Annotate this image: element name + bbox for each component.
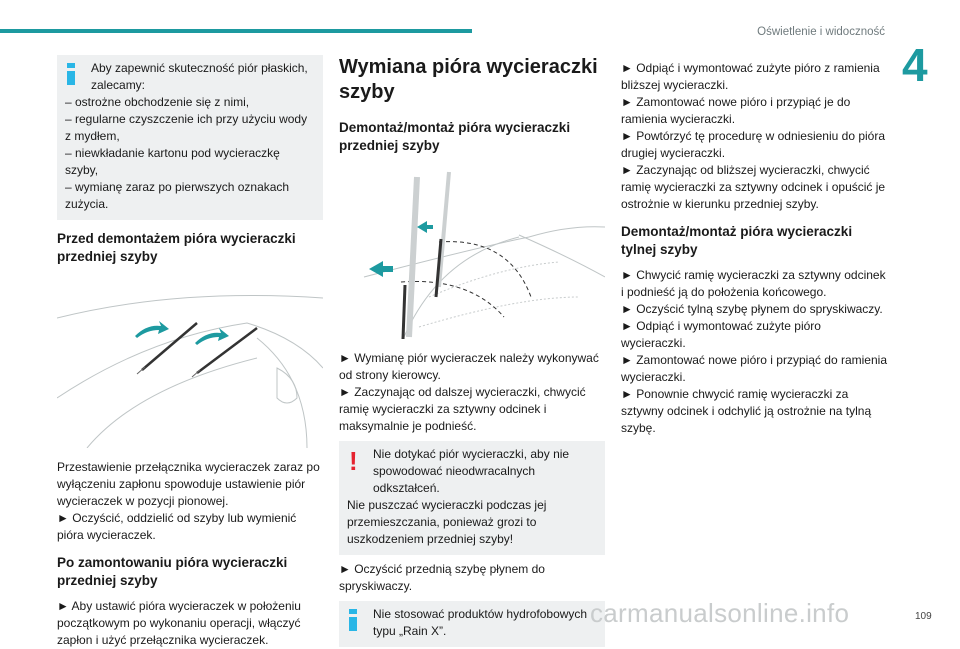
info-box xyxy=(57,55,323,220)
step: ► Zamontować nowe pióro i przypiąć je do ramienia wycieraczki. xyxy=(621,95,851,126)
warning-box xyxy=(339,441,605,555)
step: ► Odpiąć i wymontować zużyte pióro z ramienia bliższej wycieraczki. xyxy=(621,61,880,92)
section-title: Oświetlenie i widoczność xyxy=(757,26,885,38)
warning-icon: ! xyxy=(349,446,358,476)
step: ► Oczyścić, oddzielić od szyby lub wymienić pióra wycieraczek. xyxy=(57,511,297,542)
header-accent-bar xyxy=(0,29,472,33)
paragraph: Przestawienie przełącznika wycieraczek zaraz po wyłączeniu zapłonu spowoduje ustawienie piór wycieraczek w pozycji pionowej. xyxy=(57,460,320,508)
warning-text: Nie puszczać wycieraczki podczas jej przemieszczania, ponieważ grozi to uszkodzeniem przedniej szyby! xyxy=(347,498,547,546)
step: ► Wymianę piór wycieraczek należy wykonywać od strony kierowcy. xyxy=(339,351,599,382)
step: ► Oczyścić tylną szybę płynem do spryskiwaczy. xyxy=(621,302,883,316)
step: ► Chwycić ramię wycieraczki za sztywny odcinek i podnieść ją do położenia końcowego. xyxy=(621,268,886,299)
page-title: Wymiana pióra wycieraczki szyby xyxy=(339,56,598,103)
info-item: – niewkładanie kartonu pod wycieraczkę szyby, xyxy=(65,146,280,177)
heading-rear-wiper: Demontaż/montaż pióra wycieraczki tylnej szyby xyxy=(621,224,853,257)
info-box xyxy=(339,601,605,647)
step: ► Zaczynając od bliższej wycieraczki, chwycić ramię wycieraczki za sztywny odcinek i opuścić je ostrożnie w kierunku przedniej szyby. xyxy=(621,163,886,211)
info-text: Aby zapewnić skuteczność piór płaskich, zalecamy: xyxy=(91,61,308,92)
heading-front-wiper: Demontaż/montaż pióra wycieraczki przedniej szyby xyxy=(339,120,571,153)
step: ► Powtórzyć tę procedurę w odniesieniu do pióra drugiej wycieraczki. xyxy=(621,129,886,160)
watermark: carmanualsonline.info xyxy=(590,598,850,628)
step: ► Aby ustawić pióra wycieraczek w położeniu początkowym po wykonaniu operacji, włączyć zapłon i użyć przełącznika wycieraczek. xyxy=(57,599,301,647)
wiper-arm-illustration xyxy=(339,167,605,339)
warning-text: Nie dotykać piór wycieraczki, aby nie spowodować nieodwracalnych odkształceń. xyxy=(373,447,570,495)
left-column xyxy=(57,55,323,649)
info-item: – ostrożne obchodzenie się z nimi, xyxy=(65,95,250,109)
info-item: – regularne czyszczenie ich przy użyciu wody z mydłem, xyxy=(65,112,308,143)
info-item: – wymianę zaraz po pierwszych oznakach zużycia. xyxy=(65,180,290,211)
info-text: Nie stosować produktów hydrofobowych typu „Rain X”. xyxy=(373,607,588,638)
heading-before-removal: Przed demontażem pióra wycieraczki przedniej szyby xyxy=(57,231,296,264)
right-column xyxy=(621,60,887,437)
info-icon xyxy=(67,63,75,85)
middle-column xyxy=(339,55,605,647)
step: ► Zamontować nowe pióro i przypiąć do ramienia wycieraczki. xyxy=(621,353,887,384)
step: ► Odpiąć i wymontować zużyte pióro wycieraczki. xyxy=(621,319,821,350)
heading-after-installation: Po zamontowaniu pióra wycieraczki przedniej szyby xyxy=(57,555,288,588)
chapter-number: 4 xyxy=(902,39,928,91)
step: ► Ponownie chwycić ramię wycieraczki za sztywny odcinek i odchylić ją ostrożnie na tylną szybę. xyxy=(621,387,872,435)
step: ► Zaczynając od dalszej wycieraczki, chwycić ramię wycieraczki za sztywny odcinek i maksymalnie je podnieść. xyxy=(339,385,586,433)
page-number: 109 xyxy=(915,611,932,622)
info-icon xyxy=(349,609,357,631)
windshield-wipers-illustration xyxy=(57,278,323,448)
step: ► Oczyścić przednią szybę płynem do spryskiwaczy. xyxy=(339,562,545,593)
